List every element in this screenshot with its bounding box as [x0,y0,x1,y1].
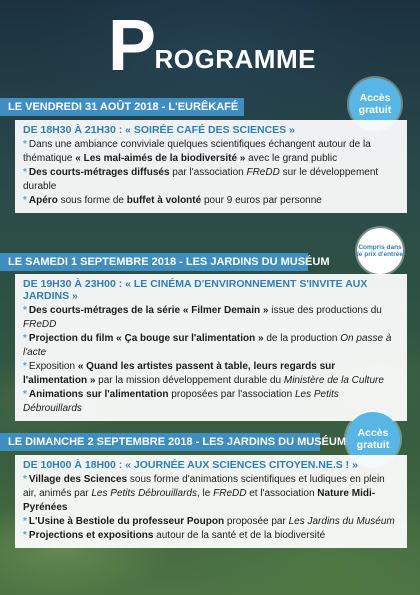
item-text: proposée par [224,516,289,527]
item-text: Nature Midi-Pyrénées [23,488,376,513]
item-text: Dans une ambiance conviviale quelques scientifiques échangent autour de la thématique [23,139,371,164]
section-1-item [23,194,399,208]
bullet-star-icon: * [23,305,27,316]
section-1-card [15,120,407,213]
section-2-badge: Compris dans le prix d'entrée [357,228,403,274]
bullet-star-icon: * [23,139,27,150]
section-2-item [23,360,399,388]
item-text: Les Jardins du Muséum [288,516,395,527]
bullet-star-icon: * [23,361,27,372]
item-text: par l'association [169,167,247,178]
item-text: Projections et expositions [28,530,154,541]
item-text: Apéro [28,195,58,206]
item-text: Des courts-métrages diffusés [28,167,170,178]
section-1-item [23,138,399,166]
bullet-star-icon: * [23,474,27,485]
title-initial: P [108,6,157,86]
item-text: proposées par l'association [168,389,295,400]
page-title [108,6,316,86]
section-1-heading: DE 18H30 À 21H30 : « SOIRÉE CAFÉ DES SCIENCES » [23,124,295,136]
bullet-star-icon: * [23,389,27,400]
section-2-heading: DE 19H30 À 23H00 : « LE CINÉMA D'ENVIRONNEMENT S'INVITE AUX JARDINS » [23,278,368,302]
item-text: pour 9 euros par personne [201,195,322,206]
item-text: L'Usine à Bestiole du professeur Poupon [28,516,225,527]
item-text: Les Petits Débrouillards [23,389,339,414]
section-3-banner: LE DIMANCHE 2 SEPTEMBRE 2018 - LES JARDINS DU MUSÉUM [0,433,320,451]
section-3-badge: Accès gratuit [346,412,400,466]
bullet-star-icon: * [23,195,27,206]
item-text: avec le grand public [245,153,338,164]
item-text: « Les mal-aimés de la biodiversité » [75,153,246,164]
item-text: autour de la santé et de la biodiversité [153,530,326,541]
bullet-star-icon: * [23,333,27,344]
title-rest: ROGRAMME [154,44,316,74]
item-text: Exposition [28,361,78,372]
section-3-card [15,455,407,548]
section-1-badge: Accès gratuit [349,78,401,130]
section-1-banner: LE VENDREDI 31 AOÛT 2018 - L'EURÊKAFÉ [0,98,244,116]
section-2-item [23,304,399,332]
section-2-item [23,332,399,360]
item-text: par la mission développement durable du [95,375,284,386]
section-2-banner: LE SAMEDI 1 SEPTEMBRE 2018 - LES JARDINS DU MUSÉUM [0,253,308,271]
item-text: Des courts-métrages de la série « Filmer Demain » [28,305,269,316]
bullet-star-icon: * [23,530,27,541]
item-text: On passe à l'acte [23,333,392,358]
item-text: de la production [263,333,341,344]
item-text: issue des productions du [268,305,382,316]
section-3-item [23,473,399,515]
bullet-star-icon: * [23,516,27,527]
section-2-card [15,274,407,421]
section-3-item [23,515,399,529]
item-text: FReDD [246,167,280,178]
item-text: Village des Sciences [28,474,128,485]
item-text: FReDD [213,488,247,499]
item-text: Ministère de la Culture [283,375,384,386]
bullet-star-icon: * [23,167,27,178]
item-text: , le [196,488,214,499]
item-text: Les Petits Débrouillards [91,488,197,499]
item-text: buffet à volonté [126,195,202,206]
item-text: et l'association [246,488,318,499]
item-text: Animations sur l'alimentation [28,389,169,400]
section-3-item [23,529,399,543]
section-2-item [23,388,399,416]
item-text: sur le développement durable [23,167,379,192]
item-text: sous forme de [57,195,127,206]
section-3-heading: DE 10H00 À 18H00 : « JOURNÉE AUX SCIENCES CITOYEN.NE.S ! » [23,459,358,471]
item-text: « Quand les artistes passent à table, leurs regards sur l'alimentation » [23,361,336,386]
item-text: sous forme d'animations scientifiques et ludiques en plein air, animés par [23,474,385,499]
item-text: Projection du film « Ça bouge sur l'alimentation » [28,333,264,344]
item-text: FReDD [23,319,57,330]
section-1-item [23,166,399,194]
